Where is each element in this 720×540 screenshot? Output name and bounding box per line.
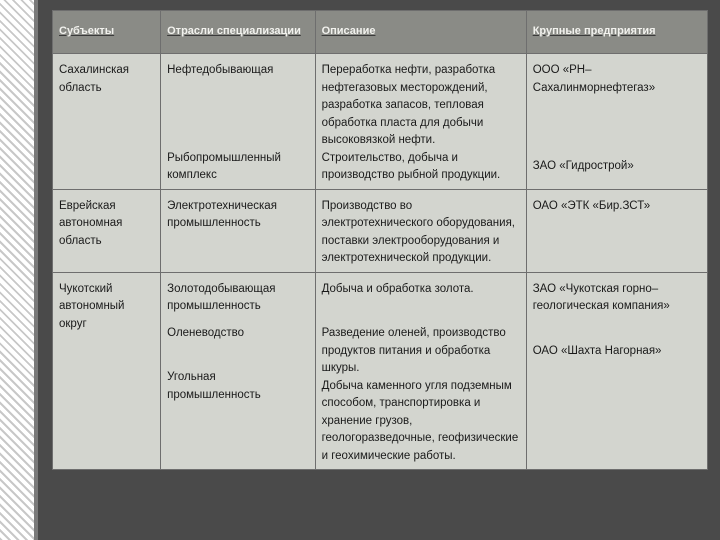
company-cell: ОАО «ЭТК «Бир.ЗСТ» <box>526 189 707 272</box>
company-cell: ООО «РН– Сахалинморнефтегаз» ЗАО «Гидрострой» <box>526 54 707 190</box>
industry-cell: Золотодобывающая промышленность Оленеводство Угольная промышленность <box>161 272 315 470</box>
subject-cell: Чукотский автономный округ <box>53 272 161 470</box>
industry-cell: Электротехническая промышленность <box>161 189 315 272</box>
header-industries: Отрасли специализации <box>161 11 315 54</box>
table-header-row <box>53 11 708 54</box>
regions-table <box>52 10 708 470</box>
description-cell: Производство во электротехнического оборудования, поставки электрооборудования и электротехнической продукции. <box>315 189 526 272</box>
table-row <box>53 54 708 190</box>
company-cell: ЗАО «Чукотская горно– геологическая компания» ОАО «Шахта Нагорная» <box>526 272 707 470</box>
header-companies: Крупные предприятия <box>526 11 707 54</box>
subject-cell: Еврейская автономная область <box>53 189 161 272</box>
decorative-side-pattern <box>0 0 34 540</box>
description-cell: Переработка нефти, разработка нефтегазовых месторождений, разработка запасов, тепловая обработка пласта для добычи высоковязкой нефти. Строительство, добыча и производство рыбной продукции. <box>315 54 526 190</box>
subject-cell: Сахалинская область <box>53 54 161 190</box>
table-row <box>53 189 708 272</box>
description-cell: Добыча и обработка золота. Разведение оленей, производство продуктов питания и обработка шкуры. Добыча каменного угля подземным способом, транспортировка и хранение грузов, геологоразведочные, геофизические и геохимические работы. <box>315 272 526 470</box>
header-description: Описание <box>315 11 526 54</box>
table-row <box>53 272 708 470</box>
header-subjects: Субъекты <box>53 11 161 54</box>
frame-edge <box>34 0 38 540</box>
industry-cell: Нефтедобывающая Рыбопромышленный комплекс <box>161 54 315 190</box>
